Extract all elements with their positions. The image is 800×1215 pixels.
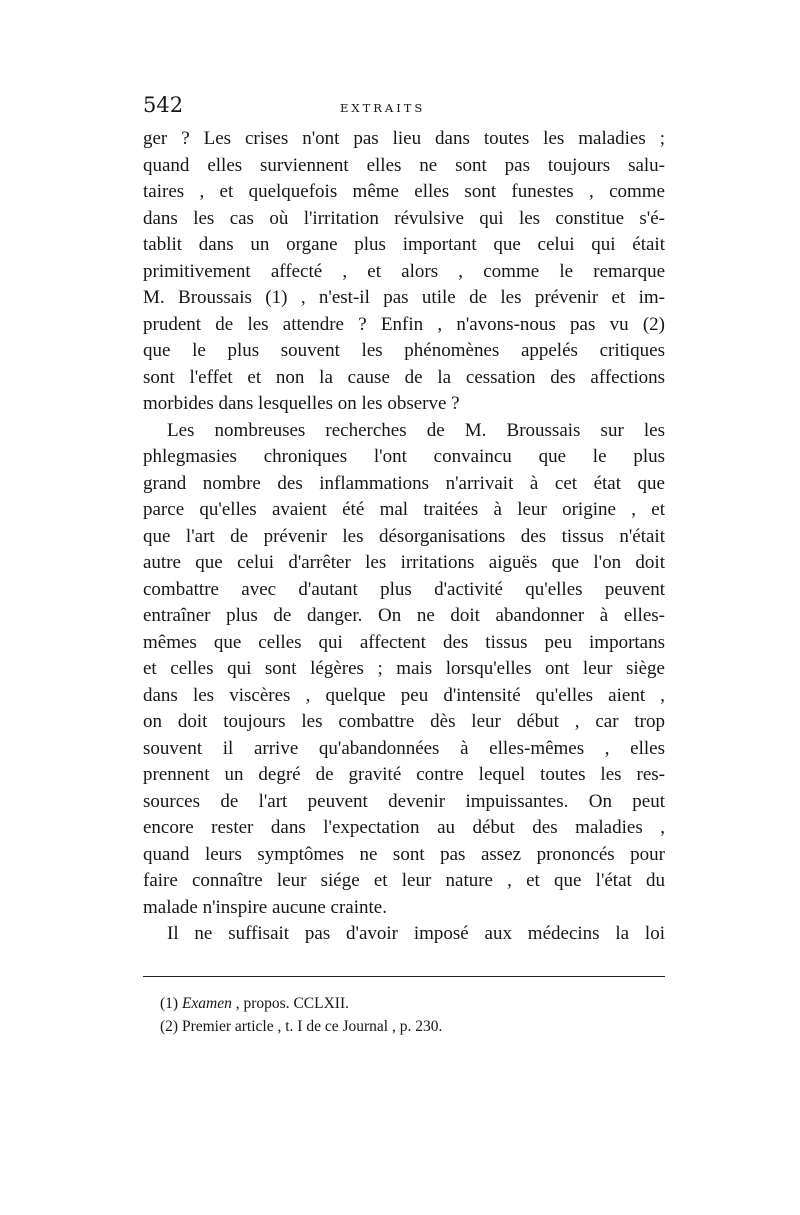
text-line: dans les viscères , quelque peu d'intensité qu'elles aient , — [143, 684, 665, 706]
footnote-text: , propos. CCLXII. — [235, 995, 349, 1012]
text-line: M. Broussais (1) , n'est-il pas utile de les prévenir et im- — [143, 287, 665, 308]
text-line: grand nombre des inflammations n'arrivait à cet état que — [143, 472, 665, 494]
text-line: souvent il arrive qu'abandonnées à elles-mêmes , elles — [143, 737, 665, 759]
text-line: morbides dans lesquelles on les observe ? — [143, 393, 460, 414]
text-line: sont l'effet et non la cause de la cessation des affections — [143, 366, 665, 388]
text-line: prennent un degré de gravité contre lequel toutes les res- — [143, 764, 665, 785]
text-line: autre que celui d'arrêter les irritations aiguës que l'on doit — [143, 552, 665, 573]
running-head: EXTRAITS — [340, 101, 426, 115]
text-line: entraîner plus de danger. On ne doit abandonner à elles- — [143, 605, 665, 626]
text-line: quand leurs symptômes ne sont pas assez prononcés pour — [143, 843, 665, 865]
text-line: ger ? Les crises n'ont pas lieu dans toutes les maladies ; — [143, 128, 665, 149]
footnote-text: Premier article , t. I de ce Journal , p. 230. — [181, 1018, 443, 1035]
text-line: prudent de les attendre ? Enfin , n'avons-nous pas vu (2) — [143, 313, 665, 335]
footnotes — [160, 992, 660, 1038]
footnote-marker: (1) — [160, 995, 179, 1012]
text-line: que l'art de prévenir les désorganisations des tissus n'était — [143, 525, 665, 547]
footnote-rule — [143, 976, 665, 977]
text-line: que le plus souvent les phénomènes appelés critiques — [143, 340, 665, 361]
text-line: taires , et quelquefois même elles sont funestes , comme — [143, 181, 665, 202]
page-header — [143, 93, 663, 123]
text-line: phlegmasies chroniques l'ont convaincu que le plus — [143, 446, 665, 467]
footnote-marker: (2) — [160, 1018, 179, 1035]
body-text — [143, 126, 665, 948]
text-line: combattre avec d'autant plus d'activité qu'elles peuvent — [143, 578, 665, 600]
text-line: Il ne suffisait pas d'avoir imposé aux médecins la loi — [167, 923, 665, 944]
text-line: Les nombreuses recherches de M. Broussais sur les — [167, 419, 665, 441]
footnote-1 — [160, 992, 660, 1015]
text-line: parce qu'elles avaient été mal traitées à leur origine , et — [143, 499, 665, 520]
text-line: on doit toujours les combattre dès leur début , car trop — [143, 711, 665, 732]
text-line: dans les cas où l'irritation révulsive qui les constitue s'é- — [143, 207, 665, 229]
text-line: primitivement affecté , et alors , comme le remarque — [143, 260, 665, 282]
text-line: tablit dans un organe plus important que celui qui était — [143, 234, 665, 255]
footnote-2 — [160, 1015, 660, 1038]
text-line: et celles qui sont légères ; mais lorsqu'elles ont leur siège — [143, 658, 665, 679]
text-line: sources de l'art peuvent devenir impuissantes. On peut — [143, 790, 665, 812]
text-line: encore rester dans l'expectation au début des maladies , — [143, 817, 665, 838]
text-line: mêmes que celles qui affectent des tissus peu importans — [143, 631, 665, 653]
footnote-title: Examen — [181, 995, 232, 1012]
text-line: quand elles surviennent elles ne sont pas toujours salu- — [143, 154, 665, 176]
text-line: malade n'inspire aucune crainte. — [143, 896, 387, 918]
text-line: faire connaître leur siége et leur nature , et que l'état du — [143, 870, 665, 891]
page-number: 542 — [143, 93, 184, 117]
